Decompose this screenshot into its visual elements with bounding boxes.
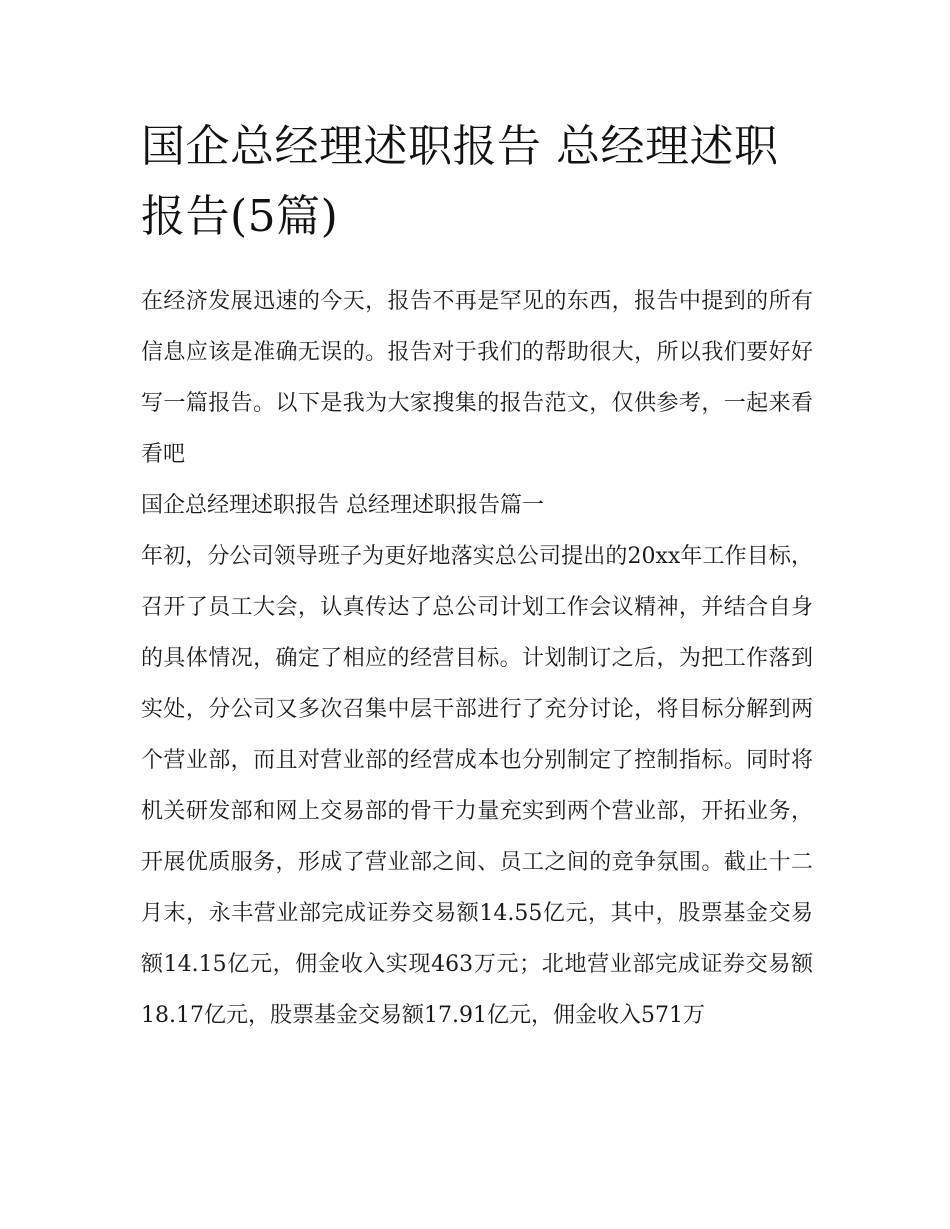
document-content [141, 112, 813, 1041]
body-paragraph: 年初，分公司领导班子为更好地落实总公司提出的20xx年工作目标，召开了员工大会，认真传达了总公司计划工作会议精神，并结合自身的具体情况，确定了相应的经营目标。计划制订之后，为把工作落到实处，分公司又多次召集中层干部进行了充分讨论，将目标分解到两个营业部，而且对营业部的经营成本也分别制定了控制指标。同时将机关研发部和网上交易部的骨干力量充实到两个营业部，开拓业务，开展优质服务，形成了营业部之间、员工之间的竞争氛围。截止十二月末，永丰营业部完成证券交易额14.55亿元，其中，股票基金交易额14.15亿元，佣金收入实现463万元；北地营业部完成证券交易额18.17亿元，股票基金交易额17.91亿元，佣金收入571万 [141, 544, 813, 1028]
intro-paragraph: 在经济发展迅速的今天，报告不再是罕见的东西，报告中提到的所有信息应该是准确无误的。报告对于我们的帮助很大，所以我们要好好写一篇报告。以下是我为大家搜集的报告范文，仅供参考，一起来看看吧 [141, 289, 813, 467]
document-title: 国企总经理述职报告 总经理述职报告(5篇) [141, 121, 779, 242]
section-heading: 国企总经理述职报告 总经理述职报告篇一 [141, 493, 544, 518]
